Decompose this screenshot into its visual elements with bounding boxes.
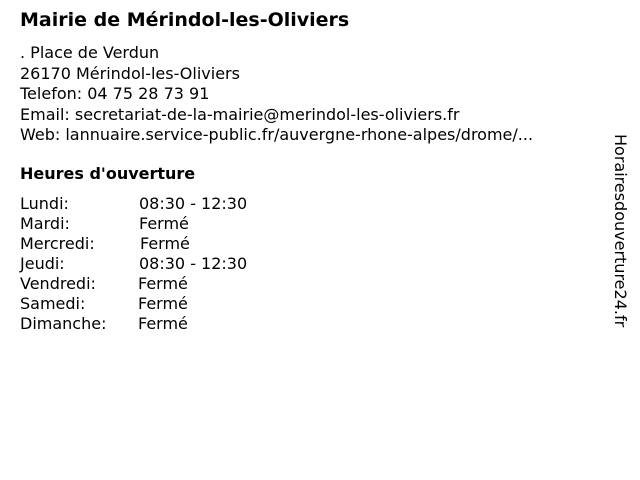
hours-value: Fermé [139, 214, 189, 233]
phone-number: Telefon: 04 75 28 73 91 [20, 84, 210, 103]
hours-value: 08:30 - 12:30 [139, 254, 248, 273]
postal-city: 26170 Mérindol-les-Oliviers [20, 63, 240, 83]
day-label: Lundi: [20, 194, 69, 213]
day-label: Jeudi: [20, 254, 65, 273]
site-watermark: Horairesdouverture24.fr [611, 134, 630, 328]
street-address: . Place de Verdun [20, 43, 160, 62]
hours-value: Fermé [138, 274, 188, 293]
opening-hours-heading: Heures d'ouverture [20, 164, 196, 183]
page-title: Mairie de Mérindol-les-Oliviers [20, 9, 350, 31]
day-label: Dimanche: [20, 314, 107, 333]
day-label: Vendredi: [20, 274, 96, 293]
website-url: Web: lannuaire.service-public.fr/auvergne-rhone-alpes/drome/... [20, 125, 534, 144]
email-address: Email: secretariat-de-la-mairie@merindol-les-oliviers.fr [20, 104, 460, 124]
day-label: Mardi: [20, 214, 70, 233]
address-block [20, 43, 533, 146]
hours-value: Fermé [140, 234, 190, 253]
hours-value: 08:30 - 12:30 [139, 194, 248, 213]
day-label: Mercredi: [20, 234, 95, 253]
day-label: Samedi: [20, 294, 86, 313]
hours-value: Fermé [138, 314, 188, 333]
hours-value: Fermé [138, 294, 188, 313]
